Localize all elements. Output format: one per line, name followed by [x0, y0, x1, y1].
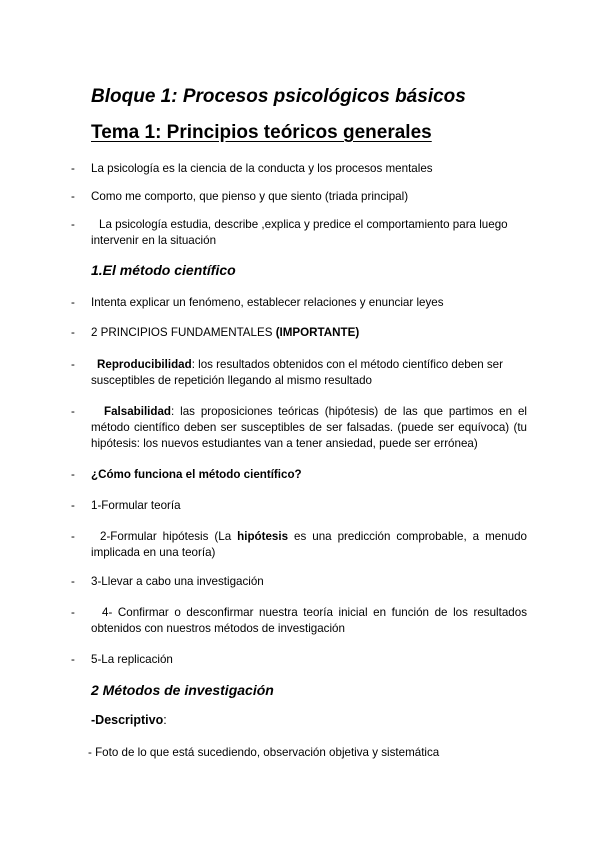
list-item-text: Intenta explicar un fenómeno, establecer relaciones y enunciar leyes — [91, 296, 444, 309]
bullet-dash: - — [71, 162, 75, 175]
step2-text-start: 2-Formular hipótesis (La — [100, 530, 238, 543]
list-item-text: 1-Formular teoría — [91, 499, 181, 512]
section-heading-metodos: 2 Métodos de investigación — [91, 682, 274, 698]
bullet-dash: - — [71, 468, 75, 481]
principles-label: 2 PRINCIPIOS FUNDAMENTALES — [91, 326, 276, 339]
subsection-heading-descriptivo — [91, 713, 167, 727]
definition-text: : las proposiciones teóricas (hipótesis) de las que partimos en el método científico deben ser susceptibles de ser falsadas. (puede ser equívoca) (tu hipótesis: los nuevos estudiantes van a tener ansiedad, puede ser errónea) — [91, 405, 527, 450]
list-item-text: - Foto de lo que está sucediendo, observación objetiva y sistemática — [88, 746, 440, 759]
list-item-text: La psicología estudia, describe ,explica y predice el comportamiento para luego intervenir en la situación — [91, 218, 508, 247]
bullet-dash: - — [71, 296, 75, 309]
list-item-text: 3-Llevar a cabo una investigación — [91, 575, 264, 588]
bullet-dash: - — [71, 326, 75, 339]
definition-text: : los resultados obtenidos con el método científico deben ser susceptibles de repetición llegando al mismo resultado — [91, 358, 503, 387]
term-reproducibilidad: Reproducibilidad — [97, 358, 192, 371]
bullet-dash: - — [71, 575, 75, 588]
list-item-text: La psicología es la ciencia de la conducta y los procesos mentales — [91, 162, 433, 175]
principles-important: (IMPORTANTE) — [275, 326, 360, 339]
bullet-dash: - — [71, 653, 75, 666]
term-hipotesis: hipótesis — [237, 530, 289, 543]
document-title: Bloque 1: Procesos psicológicos básicos — [91, 86, 466, 107]
list-item-text: 5-La replicación — [91, 653, 173, 666]
bullet-dash: - — [71, 190, 75, 203]
bullet-dash: - — [71, 606, 75, 619]
bullet-dash: - — [71, 405, 75, 418]
bullet-dash: - — [71, 218, 75, 231]
list-item-text — [91, 357, 527, 389]
list-item-text: 4- Confirmar o desconfirmar nuestra teoría inicial en función de los resultados obtenidos con nuestros métodos de investigación — [91, 606, 527, 635]
list-item-text — [91, 325, 527, 341]
bullet-dash: - — [71, 358, 75, 371]
question-heading: ¿Cómo funciona el método científico? — [91, 468, 302, 481]
bullet-dash: - — [71, 530, 75, 543]
subsection-label: -Descriptivo — [91, 713, 164, 727]
bullet-dash: - — [71, 499, 75, 512]
step2-text-end: es una predicción comprobable, a menudo implicada en una teoría) — [91, 530, 527, 559]
section-heading-metodo: 1.El método científico — [91, 262, 236, 278]
list-item-text — [91, 404, 527, 452]
list-item-text — [91, 529, 527, 561]
subsection-colon: : — [163, 713, 167, 727]
term-falsabilidad: Falsabilidad — [104, 405, 172, 418]
list-item-text: Como me comporto, que pienso y que siento (triada principal) — [91, 190, 409, 203]
topic-title: Tema 1: Principios teóricos generales — [91, 122, 432, 143]
